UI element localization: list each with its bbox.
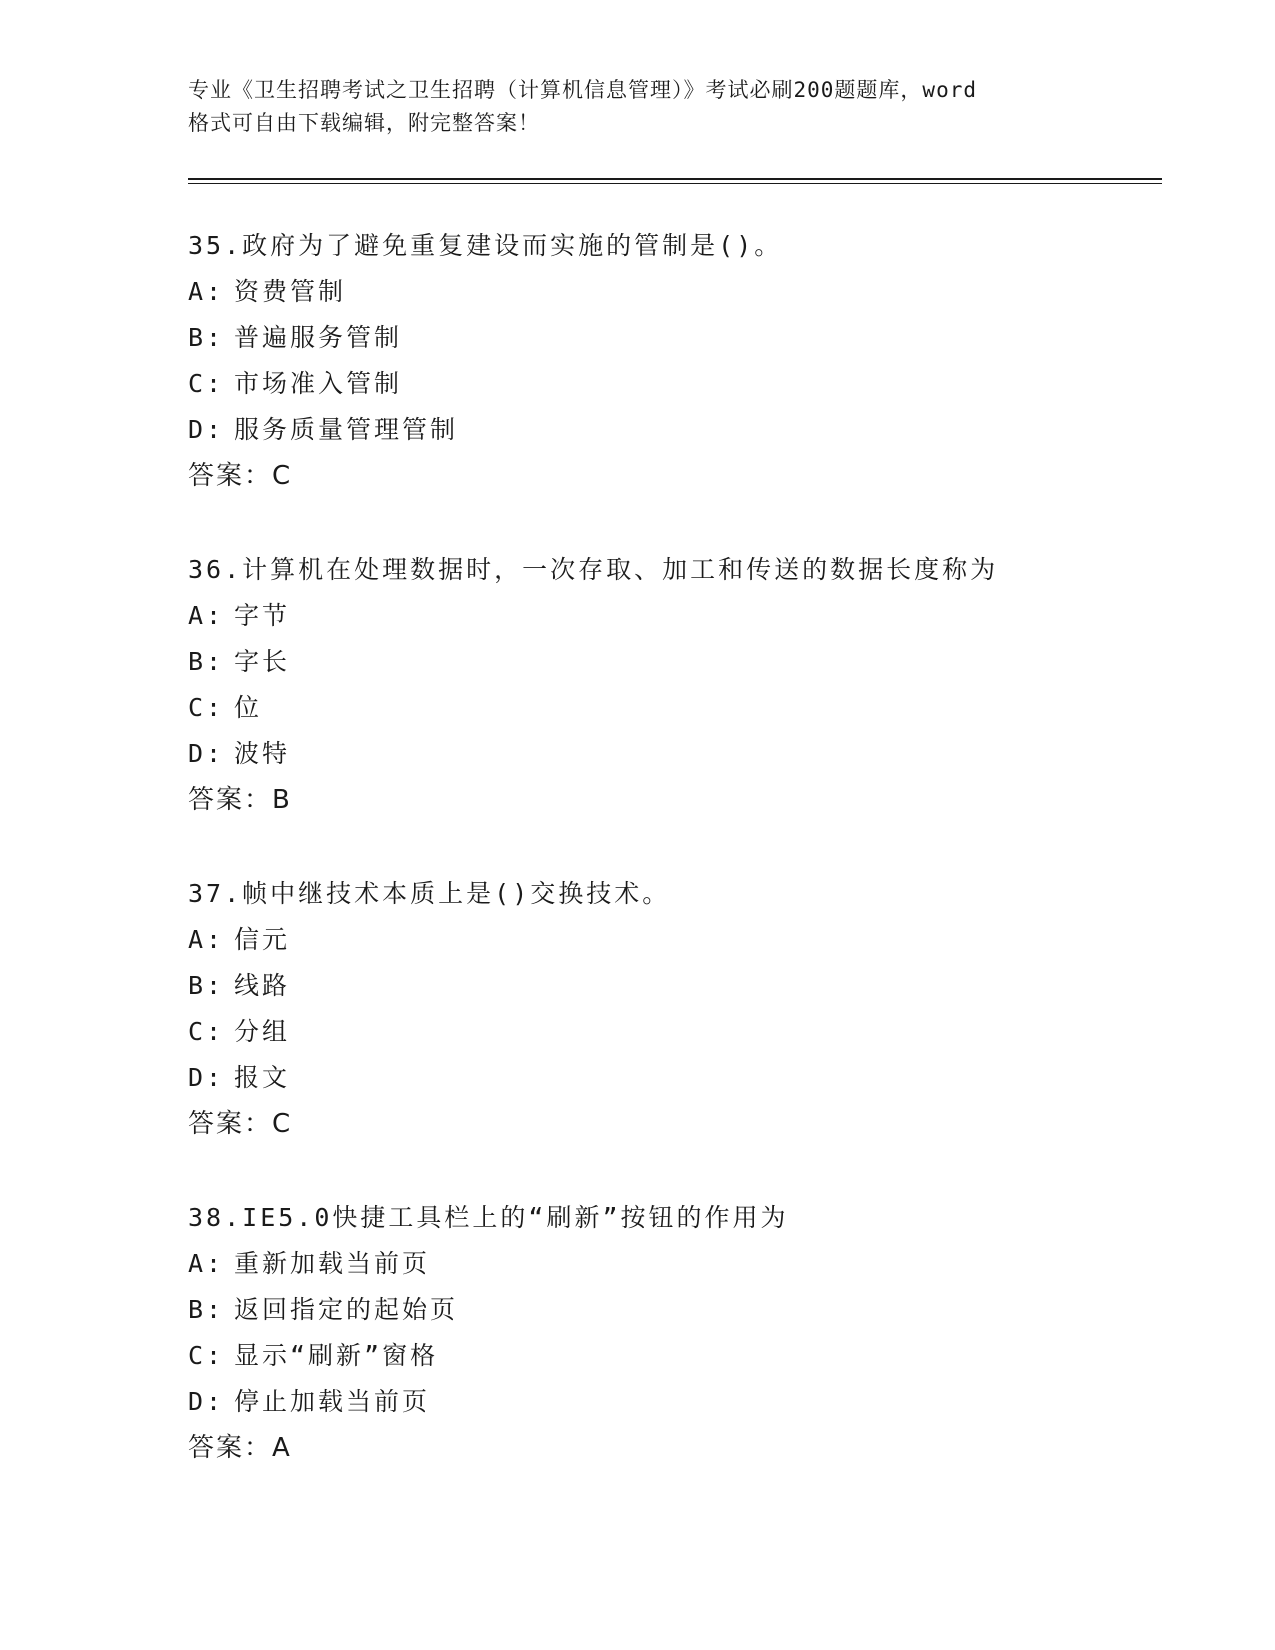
answer-line: 答案：C — [188, 461, 293, 491]
option-text: 信元 — [234, 925, 291, 954]
option-text: 市场准入管制 — [234, 369, 403, 398]
option-text: 显示“刷新”窗格 — [234, 1341, 439, 1370]
option-label: D: — [188, 415, 225, 444]
option-label: A: — [188, 277, 225, 306]
option-label: C: — [188, 693, 225, 722]
answer-line: 答案：C — [188, 1109, 293, 1139]
option-label: B: — [188, 971, 225, 1000]
option-d — [188, 407, 1188, 453]
option-label: A: — [188, 601, 225, 630]
option-label: D: — [188, 739, 225, 768]
question-stem: 38.IE5.0快捷工具栏上的“刷新”按钮的作用为 — [188, 1203, 789, 1232]
option-label: C: — [188, 369, 225, 398]
option-a — [188, 269, 1188, 315]
document-header — [188, 74, 1108, 140]
question-block — [188, 1195, 1188, 1471]
question-stem: 35.政府为了避免重复建设而实施的管制是()。 — [188, 231, 783, 260]
option-a — [188, 1241, 1188, 1287]
option-label: D: — [188, 1387, 225, 1416]
option-c — [188, 1009, 1188, 1055]
header-line-1: 专业《卫生招聘考试之卫生招聘（计算机信息管理）》考试必刷200题题库，word — [188, 78, 977, 102]
option-text: 位 — [234, 693, 263, 722]
header-line-2: 格式可自由下载编辑，附完整答案！ — [188, 111, 540, 135]
option-c — [188, 361, 1188, 407]
answer-line: 答案：B — [188, 785, 292, 815]
question-stem: 37.帧中继技术本质上是()交换技术。 — [188, 879, 671, 908]
option-b — [188, 963, 1188, 1009]
option-d — [188, 1055, 1188, 1101]
option-b — [188, 1287, 1188, 1333]
option-label: C: — [188, 1341, 225, 1370]
option-label: A: — [188, 925, 225, 954]
question-block — [188, 871, 1188, 1147]
option-d — [188, 1379, 1188, 1425]
option-c — [188, 685, 1188, 731]
option-b — [188, 639, 1188, 685]
option-text: 返回指定的起始页 — [234, 1295, 459, 1324]
answer-line: 答案：A — [188, 1433, 292, 1463]
option-text: 分组 — [234, 1017, 291, 1046]
option-label: B: — [188, 323, 225, 352]
option-text: 资费管制 — [234, 277, 347, 306]
option-text: 普遍服务管制 — [234, 323, 403, 352]
question-stem: 36.计算机在处理数据时，一次存取、加工和传送的数据长度称为 — [188, 555, 999, 584]
option-text: 报文 — [234, 1063, 291, 1092]
option-a — [188, 917, 1188, 963]
option-text: 字节 — [234, 601, 291, 630]
option-label: A: — [188, 1249, 225, 1278]
header-divider-thin — [188, 183, 1162, 184]
option-text: 字长 — [234, 647, 291, 676]
option-label: C: — [188, 1017, 225, 1046]
question-block — [188, 223, 1188, 499]
option-d — [188, 731, 1188, 777]
option-text: 重新加载当前页 — [234, 1249, 431, 1278]
option-text: 服务质量管理管制 — [234, 415, 459, 444]
option-label: B: — [188, 647, 225, 676]
option-text: 停止加载当前页 — [234, 1387, 431, 1416]
option-label: B: — [188, 1295, 225, 1324]
option-a — [188, 593, 1188, 639]
header-divider-thick — [188, 178, 1162, 180]
question-block — [188, 547, 1188, 823]
option-text: 线路 — [234, 971, 291, 1000]
option-label: D: — [188, 1063, 225, 1092]
option-c — [188, 1333, 1188, 1379]
option-text: 波特 — [234, 739, 291, 768]
option-b — [188, 315, 1188, 361]
